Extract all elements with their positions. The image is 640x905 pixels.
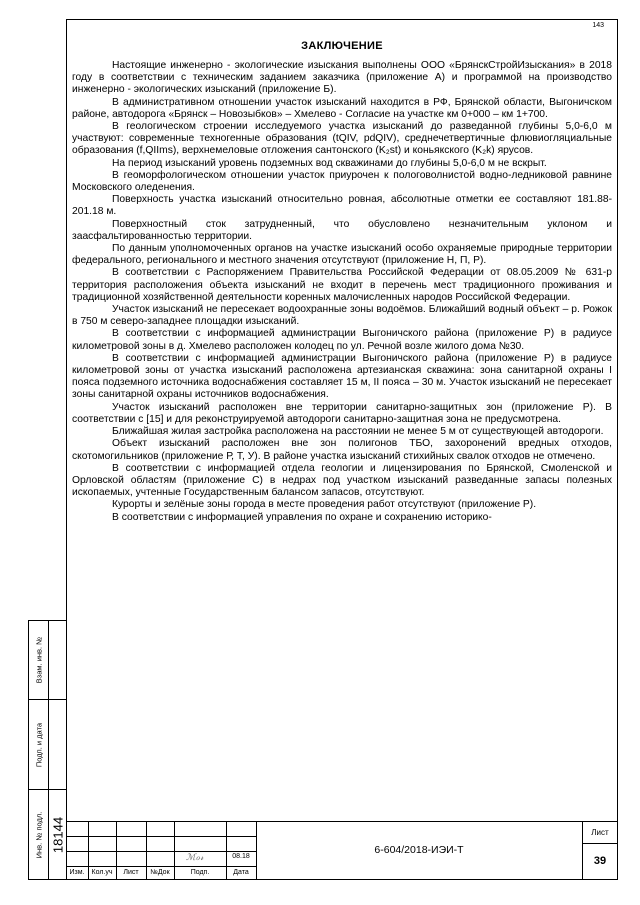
tb-col-list: Лист — [123, 869, 139, 876]
side-inv-label: Инв. № подл. — [34, 811, 43, 858]
paragraph-5: В геоморфологическом отношении участок приурочен к пологоволнистой водно-ледниковой равнине Московского оледенения. — [72, 169, 612, 194]
paragraph-1: Настоящие инженерно - экологические изыскания выполнены ООО «БрянскСтройИзыскания» в 2018 году в соответствии с техническим заданием заказчика (приложение А) и программой на производство инженерно - экологических изысканий (приложение Б). — [72, 60, 612, 96]
side-podp-value-cell — [48, 700, 67, 789]
title-block — [66, 821, 618, 880]
tb-row-line — [66, 836, 256, 837]
paragraph-4: На период изысканий уровень подземных вод скважинами до глубины 5,0-6,0 м не вскрыт. — [112, 157, 547, 169]
paragraph-12: В соответствии с информацией администрации Выгоничского района (приложение Р) в радиусе километровой зоны от участка изысканий расположена артезианская скважина: зона санитарной охраны I пояса подземного источника водоснабжения составляет 15 м, II пояса – 30 м. Участок изысканий не пересекает зоны санитарной охраны источников водоснабжения. — [72, 352, 612, 401]
paragraph-18: В соответствии с информацией управления по охране и сохранению историко- — [112, 511, 492, 523]
paragraph-15: Объект изысканий расположен вне зон полигонов ТБО, захоронений вредных отходов, скотомогильников (приложение Р, Т, У). В районе участка изысканий стихийных свалок отходов не отмечено. — [72, 438, 612, 462]
document-title: ЗАКЛЮЧЕНИЕ — [301, 40, 383, 52]
paragraph-13: Участок изысканий расположен вне территории санитарно-защитных зон (приложение Р). В соответствии с [15] и для реконструируемой автодороги санитарно-защитная зона не предусмотрена. — [72, 401, 612, 425]
side-stamp-inv — [28, 790, 66, 880]
side-vzam-label-cell — [29, 621, 49, 699]
side-inv-value-cell — [48, 790, 67, 879]
page-number: 143 — [592, 22, 604, 29]
tb-col-doc: №Док — [150, 869, 170, 876]
side-stamp-podp — [28, 700, 66, 790]
tb-date-value: 08.18 — [232, 853, 250, 860]
paragraph-3: В геологическом строении исследуемого участка изысканий до разведанной глубины 5,0-6,0 м участвуют: современные техногенные образования (tQIV, pdQIV), среднечетвертичные флювиогляциальные образования (f,QIIms), верхнемеловые отложения сантонского (K₂st) и коньякского (K₂k) ярусов. — [72, 121, 612, 157]
paragraph-11: В соответствии с информацией администрации Выгоничского района (приложение Р) в радиусе километровой зоны в д. Хмелево расположен колодец по ул. Речной возле жилого дома №30. — [72, 328, 612, 352]
side-vzam-value-cell — [48, 621, 67, 699]
side-podp-label-cell — [29, 700, 49, 789]
tb-sheet-line — [582, 843, 618, 844]
sheet-number: 39 — [593, 855, 607, 867]
signature-mark: ℳℴ𝓇 — [186, 853, 204, 863]
paragraph-6: Поверхность участка изысканий относительно ровная, абсолютные отметки ее составляют 181.88-201.18 м. — [72, 194, 612, 218]
document-code: 6-604/2018-ИЭИ-Т — [374, 844, 464, 856]
paragraph-9: В соответствии с Распоряжением Правительства Российской Федерации от 08.05.2009 № 631-р территория расположения объекта изысканий не входит в перечень мест традиционного проживания и традиционной хозяйственной деятельности коренных малочисленных народов Российской Федерации. — [72, 267, 612, 303]
side-inv-label-cell — [29, 790, 49, 879]
paragraph-14: Ближайшая жилая застройка расположена на расстоянии не менее 5 м от существующей автодороги. — [112, 426, 604, 438]
tb-col-izm: Изм. — [69, 869, 85, 876]
side-stamp-vzam — [28, 620, 66, 700]
tb-col-date: Дата — [233, 869, 249, 876]
side-inv-value: 18144 — [50, 816, 65, 853]
paragraph-8: По данным уполномоченных органов на участке изысканий особо охраняемые природные территории федерального, регионального и местного значения отсутствуют (приложение Н, П, Р). — [72, 243, 612, 267]
tb-col-podp: Подп. — [190, 869, 210, 876]
side-vzam-label: Взам. инв. № — [34, 636, 43, 684]
document-body — [72, 40, 612, 524]
tb-row-line — [66, 866, 256, 867]
tb-row-line — [66, 851, 256, 852]
paragraph-16: В соответствии с информацией отдела геологии и лицензирования по Брянской, Смоленской и Орловской областям (приложение С) в недрах под участком изысканий разведанные запасы полезных ископаемых, учтенные Государственным балансом запасов, отсутствуют. — [72, 462, 612, 499]
side-podp-label: Подп. и дата — [34, 722, 43, 767]
tb-col-kol: Кол.уч — [91, 869, 113, 876]
paragraph-17: Курорты и зелёные зоны города в месте проведения работ отсутствуют (приложение Р). — [112, 499, 537, 511]
paragraph-7: Поверхностный сток затрудненный, что обусловлено незначительным уклоном и заасфальтированностью территории. — [72, 218, 612, 242]
paragraph-2: В административном отношении участок изысканий находится в РФ, Брянской области, Выгоничском районе, автодорога «Брянск – Новозыбков» – Хмелево - Согласие на участке км 0+000 – км 1+700. — [72, 96, 612, 120]
paragraph-10: Участок изысканий не пересекает водоохранные зоны водоёмов. Ближайший водный объект – р. Рожок в 750 м северо-западнее площадки изысканий. — [72, 304, 612, 328]
sheet-label: Лист — [591, 828, 609, 837]
